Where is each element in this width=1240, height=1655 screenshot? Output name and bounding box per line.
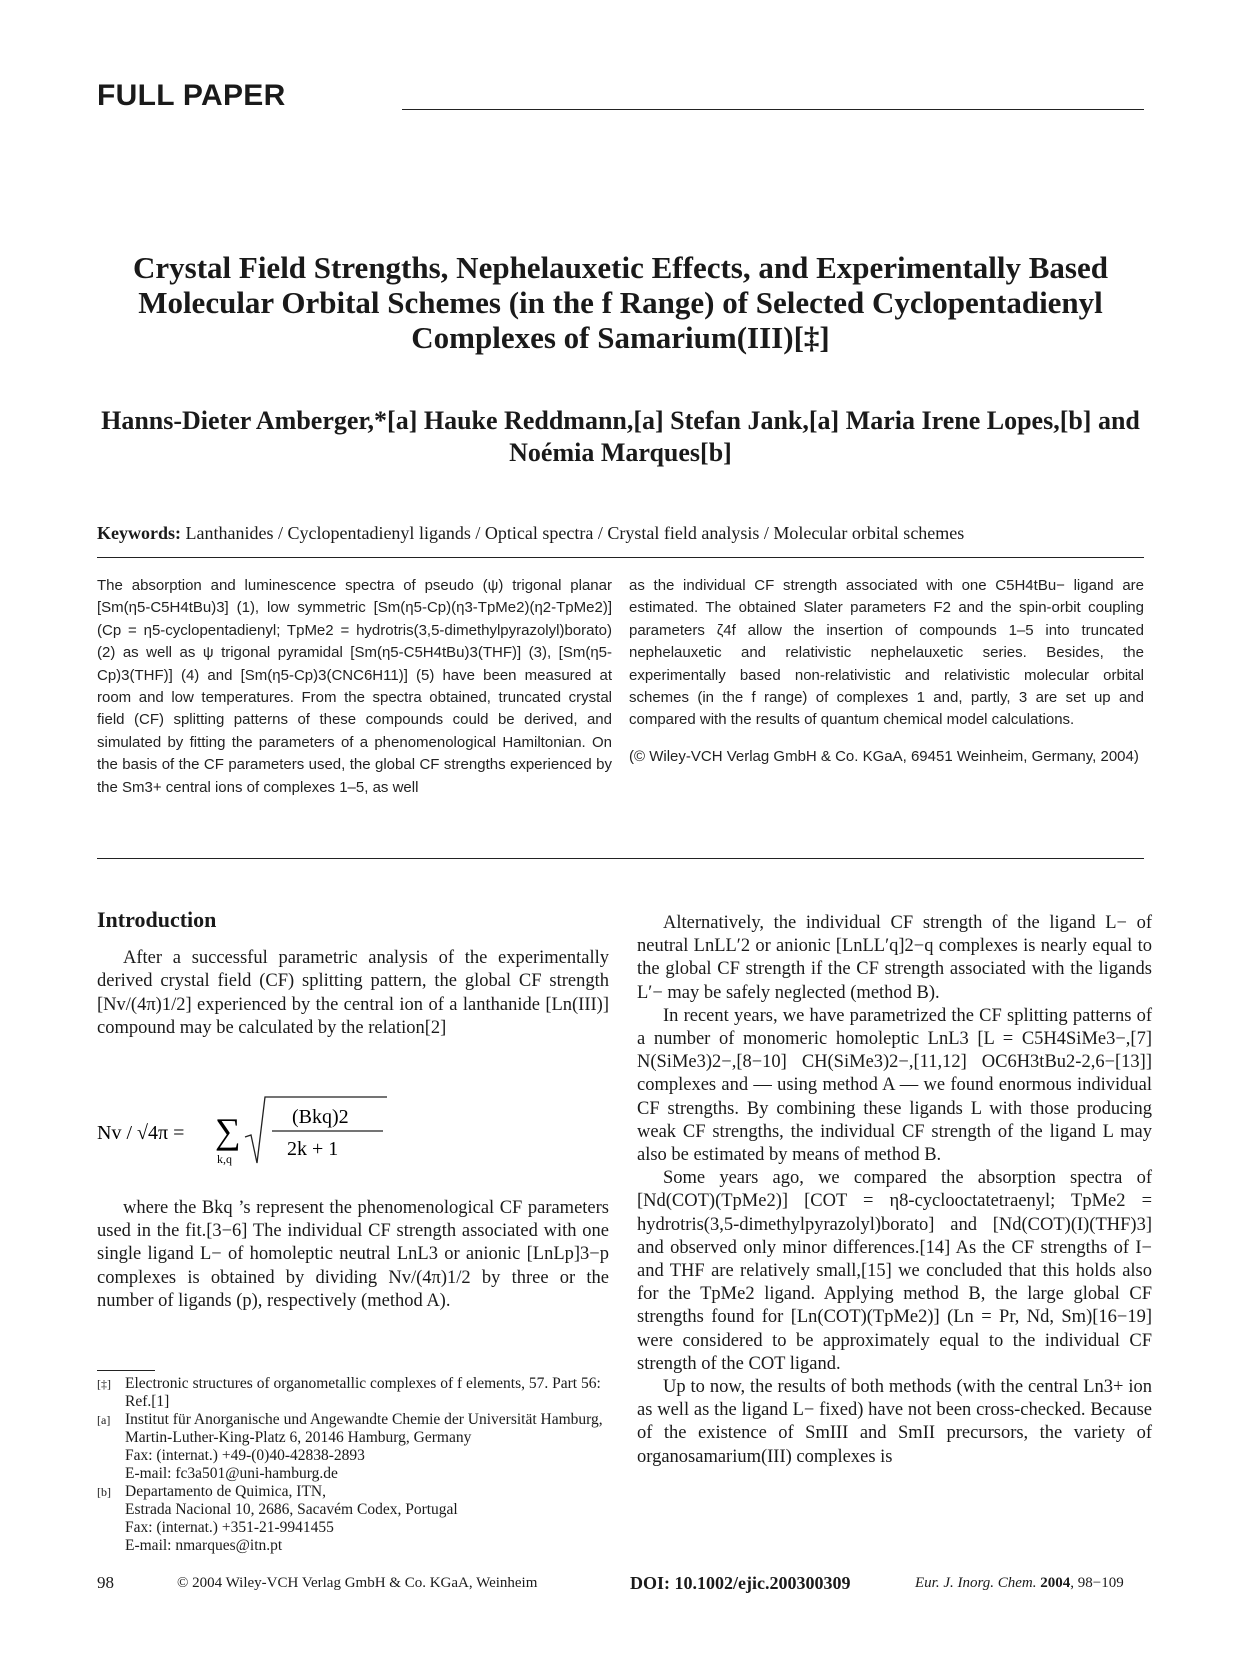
keywords-label: Keywords: [97, 523, 181, 543]
section-label: FULL PAPER [97, 79, 286, 112]
header-rule [402, 109, 1144, 110]
abstract-right-column [629, 575, 1144, 768]
intro-right-paragraph-1: Alternatively, the individual CF strength of the ligand L− of neutral LnLL′2 or anionic [LnLL′q]2−q complexes is nearly equal to the global CF strength if the CF strength associated with the ligands L′− may be safely neglected (method B). [637, 913, 1152, 1003]
right-column [637, 912, 1152, 1469]
intro-right-paragraph-2: In recent years, we have parametrized the CF splitting patterns of a number of monomeric homoleptic LnL3 [L = C5H4SiMe3−,[7] N(SiMe3)2−,[8−10] CH(SiMe3)2−,[11,12] OC6H3tBu2-2,6−[13]] complexes and — using method A — we found enormous individual CF strengths. By combining these ligands L with those producing weak CF strengths, the individual CF strength of the ligand L may also be estimated by means of method B. [637, 1005, 1152, 1166]
running-header [97, 78, 1144, 114]
journal-name: Eur. J. Inorg. Chem. [915, 1575, 1037, 1591]
affiliation-a-line: Institut für Anorganische und Angewandte Chemie der Universität Hamburg, [125, 1411, 603, 1428]
left-column [97, 908, 609, 1040]
equation-graphic [97, 1085, 397, 1175]
title-line-3: Complexes of Samarium(III)[‡] [411, 320, 830, 355]
footnote-mark: [‡] [97, 1377, 111, 1391]
footnote-mark: [b] [97, 1485, 111, 1499]
affiliation-a-fax: Fax: (internat.) +49-(0)40-42838-2893 [125, 1447, 365, 1464]
keywords-rule [97, 557, 1144, 558]
journal-year: 2004 [1040, 1575, 1071, 1591]
footer-citation [915, 1575, 1124, 1592]
footer-doi: DOI: 10.1002/ejic.200300309 [630, 1573, 851, 1593]
keywords-text: Lanthanides / Cyclopentadienyl ligands / Optical spectra / Crystal field analysis / Molecular orbital schemes [185, 523, 965, 543]
footnote-affiliation-a [97, 1411, 609, 1483]
footnote-text: Electronic structures of organometallic complexes of f elements, 57. Part 56: Ref.[1] [125, 1375, 601, 1410]
affiliation-a-email: E-mail: fc3a501@uni-hamburg.de [125, 1465, 338, 1482]
intro-paragraph-2: where the Bkq ’s represent the phenomenological CF parameters used in the fit.[3−6] The individual CF strength associated with one single ligand L− of homoleptic neutral LnL3 or anionic [LnLp]3−p complexes is obtained by dividing Nv/(4π)1/2 by three or the number of ligands (p), respectively (method A). [97, 1198, 609, 1311]
authors-line-2: Noémia Marques[b] [509, 438, 732, 467]
affiliation-b-email: E-mail: nmarques@itn.pt [125, 1537, 283, 1554]
paper-title [97, 250, 1144, 355]
footnotes [97, 1370, 609, 1555]
equation-denominator: 2k + 1 [287, 1138, 339, 1160]
title-line-1: Crystal Field Strengths, Nephelauxetic Effects, and Experimentally Based [132, 250, 1109, 285]
equation-cf-strength [97, 1085, 397, 1175]
journal-pages: , 98−109 [1070, 1575, 1124, 1591]
footnote-dagger [97, 1375, 609, 1411]
footer-copyright: © 2004 Wiley-VCH Verlag GmbH & Co. KGaA, Weinheim [177, 1575, 538, 1591]
left-column-continued [97, 1197, 609, 1313]
equation-numerator: (Bkq)2 [292, 1106, 349, 1128]
author-list [97, 405, 1144, 469]
footnote-mark: [a] [97, 1413, 111, 1427]
title-line-2: Molecular Orbital Schemes (in the f Range) of Selected Cyclopentadienyl [138, 285, 1103, 320]
abstract-left-column [97, 575, 612, 799]
affiliation-b-fax: Fax: (internat.) +351-21-9941455 [125, 1519, 334, 1536]
affiliation-b-address: Estrada Nacional 10, 2686, Sacavém Codex, Portugal [125, 1501, 458, 1518]
affiliation-a-address: Martin-Luther-King-Platz 6, 20146 Hamburg, Germany [125, 1429, 472, 1446]
keywords [97, 521, 1144, 545]
equation-lhs: Nv / √4π = [97, 1122, 185, 1144]
sum-index: k,q [217, 1152, 232, 1166]
abstract-copyright: (© Wiley-VCH Verlag GmbH & Co. KGaA, 69451 Weinheim, Germany, 2004) [629, 747, 1139, 765]
abstract-rule [97, 858, 1144, 859]
footnote-rule [97, 1370, 155, 1371]
affiliation-b-line: Departamento de Quimica, ITN, [125, 1483, 326, 1500]
intro-right-paragraph-3: Some years ago, we compared the absorption spectra of [Nd(COT)(TpMe2)] [COT = η8-cyclooctatetraenyl; TpMe2 = hydrotris(3,5-dimethylpyrazolyl)borato] and [Nd(COT)(I)(THF)3] and observed only minor differences.[14] As the CF strengths of I− and THF are relatively small,[15] we concluded that this holds also for the TpMe2 ligand. Applying method B, the large global CF strengths found for [Ln(COT)(TpMe2)] (Ln = Pr, Nd, Sm)[16−19] were considered to be approximately equal to the individual CF strength of the COT ligand. [637, 1168, 1152, 1374]
section-heading-introduction: Introduction [97, 907, 217, 932]
authors-line-1: Hanns-Dieter Amberger,*[a] Hauke Reddmann,[a] Stefan Jank,[a] Maria Irene Lopes,[b] and [101, 406, 1140, 435]
intro-paragraph-1: After a successful parametric analysis of the experimentally derived crystal field (CF) splitting pattern, the global CF strength [Nv/(4π)1/2] experienced by the central ion of a lanthanide [Ln(III)] compound may be calculated by the relation[2] [97, 948, 609, 1038]
page-number: 98 [97, 1573, 114, 1592]
intro-right-paragraph-4: Up to now, the results of both methods (with the central Ln3+ ion as well as the ligand L− fixed) have not been cross-checked. Because of the existence of SmIII and SmII precursors, the variety of organosamarium(III) complexes is [637, 1377, 1152, 1467]
sum-symbol: ∑ [215, 1111, 241, 1151]
footnote-affiliation-b [97, 1483, 609, 1555]
abstract-text-left: The absorption and luminescence spectra of pseudo (ψ) trigonal planar [Sm(η5-C5H4tBu)3] (1), low symmetric [Sm(η5-Cp)(η3-TpMe2)(η2-TpMe2)] (Cp = η5-cyclopentadienyl; TpMe2 = hydrotris(3,5-dimethylpyrazolyl)borato) (2) as well as ψ trigonal pyramidal [Sm(η5-C5H4tBu)3(THF)] (3), [Sm(η5-Cp)3(THF)] (4) and [Sm(η5-Cp)3(CNC6H11)] (5) have been measured at room and low temperatures. From the spectra obtained, truncated crystal field (CF) splitting patterns of these compounds could be derived, and simulated by fitting the parameters of a phenomenological Hamiltonian. On the basis of the CF parameters used, the global CF strengths experienced by the Sm3+ central ions of complexes 1–5, as well [97, 577, 612, 796]
page-footer [97, 1573, 1144, 1597]
abstract-text-right: as the individual CF strength associated with one C5H4tBu− ligand are estimated. The obtained Slater parameters F2 and the spin-orbit coupling parameters ζ4f allow the insertion of compounds 1–5 into truncated nephelauxetic and relativistic nephelauxetic series. Besides, the experimentally based non-relativistic and relativistic molecular orbital schemes (in the f range) of complexes 1 and, partly, 3 are set up and compared with the results of quantum chemical model calculations. [629, 577, 1144, 729]
